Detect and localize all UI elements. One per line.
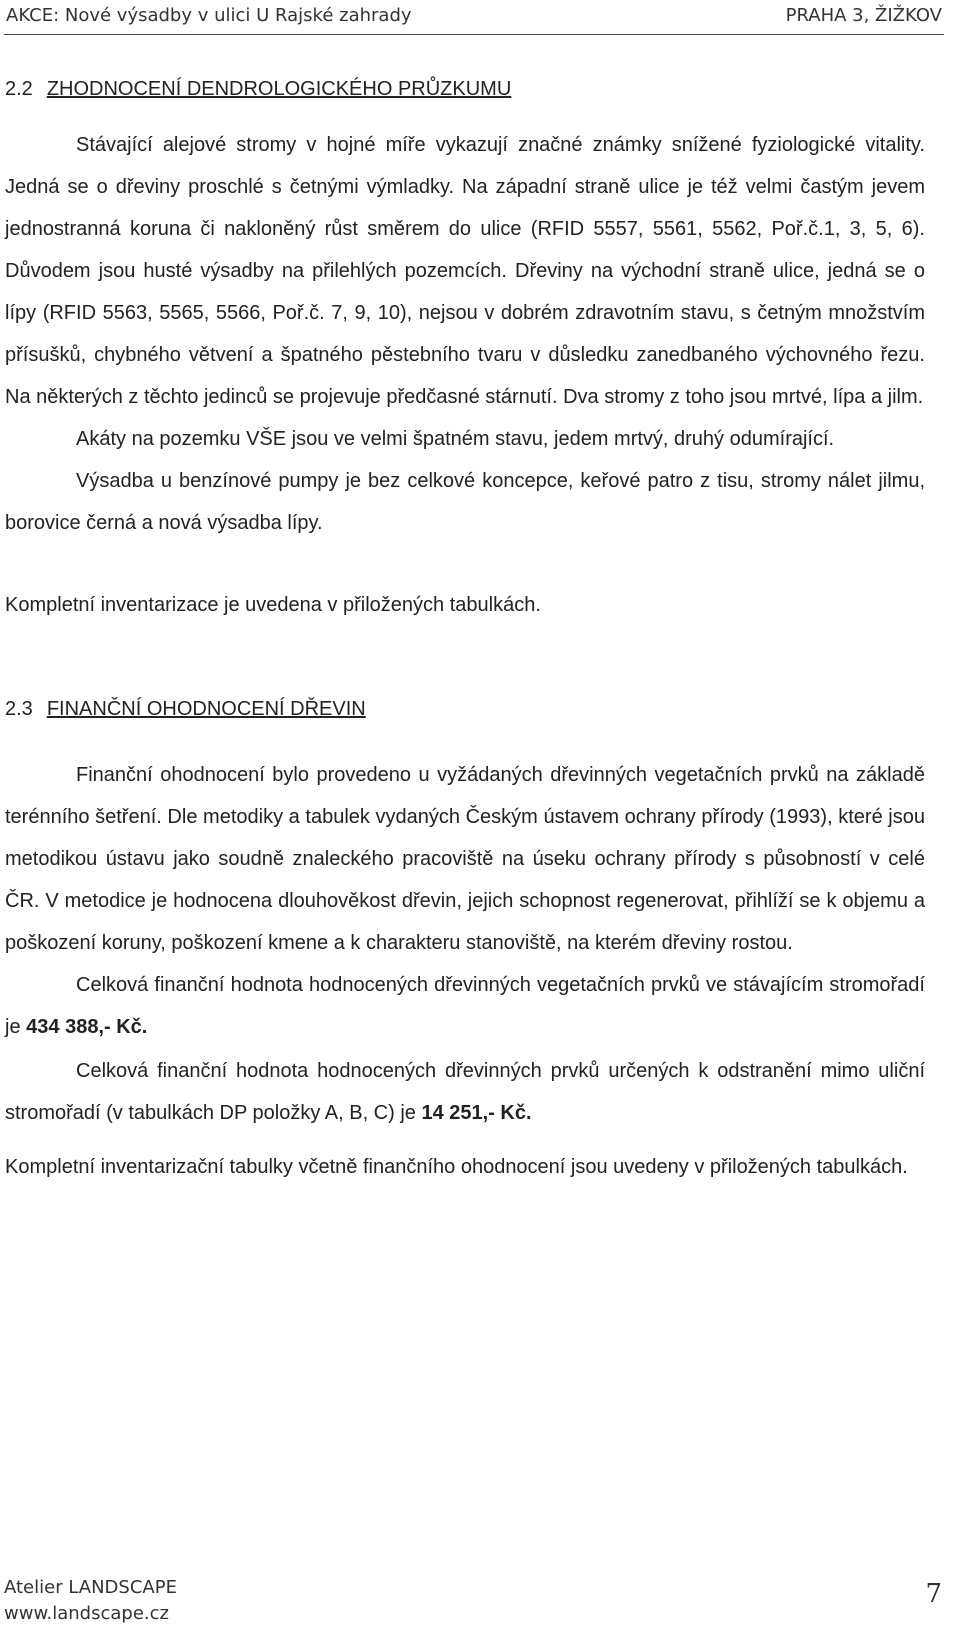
paragraph: [5, 964, 925, 1048]
header-project-title: AKCE: Nové výsadby v ulici U Rajské zahrady: [6, 5, 412, 26]
footer-website: www.landscape.cz: [4, 1603, 169, 1624]
section-title: ZHODNOCENÍ DENDROLOGICKÉHO PRŮZKUMU: [46, 78, 512, 100]
footer-company: Atelier LANDSCAPE: [4, 1577, 177, 1598]
section-heading-2-2: [5, 76, 925, 102]
section-title: FINANČNÍ OHODNOCENÍ DŘEVIN: [46, 698, 366, 720]
paragraph: [5, 1050, 925, 1134]
paragraph: Kompletní inventarizační tabulky včetně finančního ohodnocení jsou uvedeny v přiložených tabulkách.: [5, 1156, 908, 1178]
section-number: 2.3: [5, 698, 33, 720]
paragraph: Výsadba u benzínové pumpy je bez celkové koncepce, keřové patro z tisu, stromy nálet jilmu, borovice černá a nová výsadba lípy.: [5, 470, 925, 534]
section-number: 2.2: [5, 78, 33, 100]
paragraph: Stávající alejové stromy v hojné míře vykazují značné známky snížené fyziologické vitality. Jedná se o dřeviny proschlé s četnými výmladky. Na západní straně ulice je též velmi častým jevem jednostranná koruna či nakloněný růst směrem do ulice (RFID 5557, 5561, 5562, Poř.č.1, 3, 5, 6). Důvodem jsou husté výsadby na přilehlých pozemcích. Dřeviny na východní straně ulice, jedná se o lípy (RFID 5563, 5565, 5566, Poř.č. 7, 9, 10), nejsou v dobrém zdravotním stavu, s četným množstvím přísušků, chybného větvení a špatného pěstebního tvaru v důsledku zanedbaného výchovného řezu. Na některých z těchto jedinců se projevuje předčasné stárnutí. Dva stromy z toho jsou mrtvé, lípa a jilm.: [5, 134, 925, 408]
removal-value: 14 251,- Kč.: [421, 1102, 532, 1124]
section-heading-2-3: [5, 696, 925, 722]
page-number: 7: [925, 1579, 942, 1609]
paragraph-text: Celková finanční hodnota hodnocených dřevinných vegetačních prvků ve stávajícím stromořadí je: [5, 974, 925, 1038]
page-footer: [4, 1575, 944, 1628]
document-body: [5, 70, 925, 1188]
paragraph: Finanční ohodnocení bylo provedeno u vyžádaných dřevinných vegetačních prvků na základě terénního šetření. Dle metodiky a tabulek vydaných Českým ústavem ochrany přírody (1993), které jsou metodikou ústavu jako soudně znaleckého pracoviště na úseku ochrany přírody s působností v celé ČR. V metodice je hodnocena dlouhověkost dřevin, jejich schopnost regenerovat, přihlíží se k objemu a poškození koruny, poškození kmene a k charakteru stanoviště, na kterém dřeviny rostou.: [5, 764, 925, 954]
header-location: PRAHA 3, ŽIŽKOV: [785, 5, 942, 26]
page-header: [4, 0, 944, 35]
paragraph: Kompletní inventarizace je uvedena v přiložených tabulkách.: [5, 594, 541, 616]
total-value: 434 388,- Kč.: [26, 1016, 148, 1038]
paragraph: Akáty na pozemku VŠE jsou ve velmi špatném stavu, jedem mrtvý, druhý odumírající.: [76, 428, 835, 450]
paragraph-text: Celková finanční hodnota hodnocených dřevinných prvků určených k odstranění mimo uliční stromořadí (v tabulkách DP položky A, B, C) je: [5, 1060, 925, 1124]
